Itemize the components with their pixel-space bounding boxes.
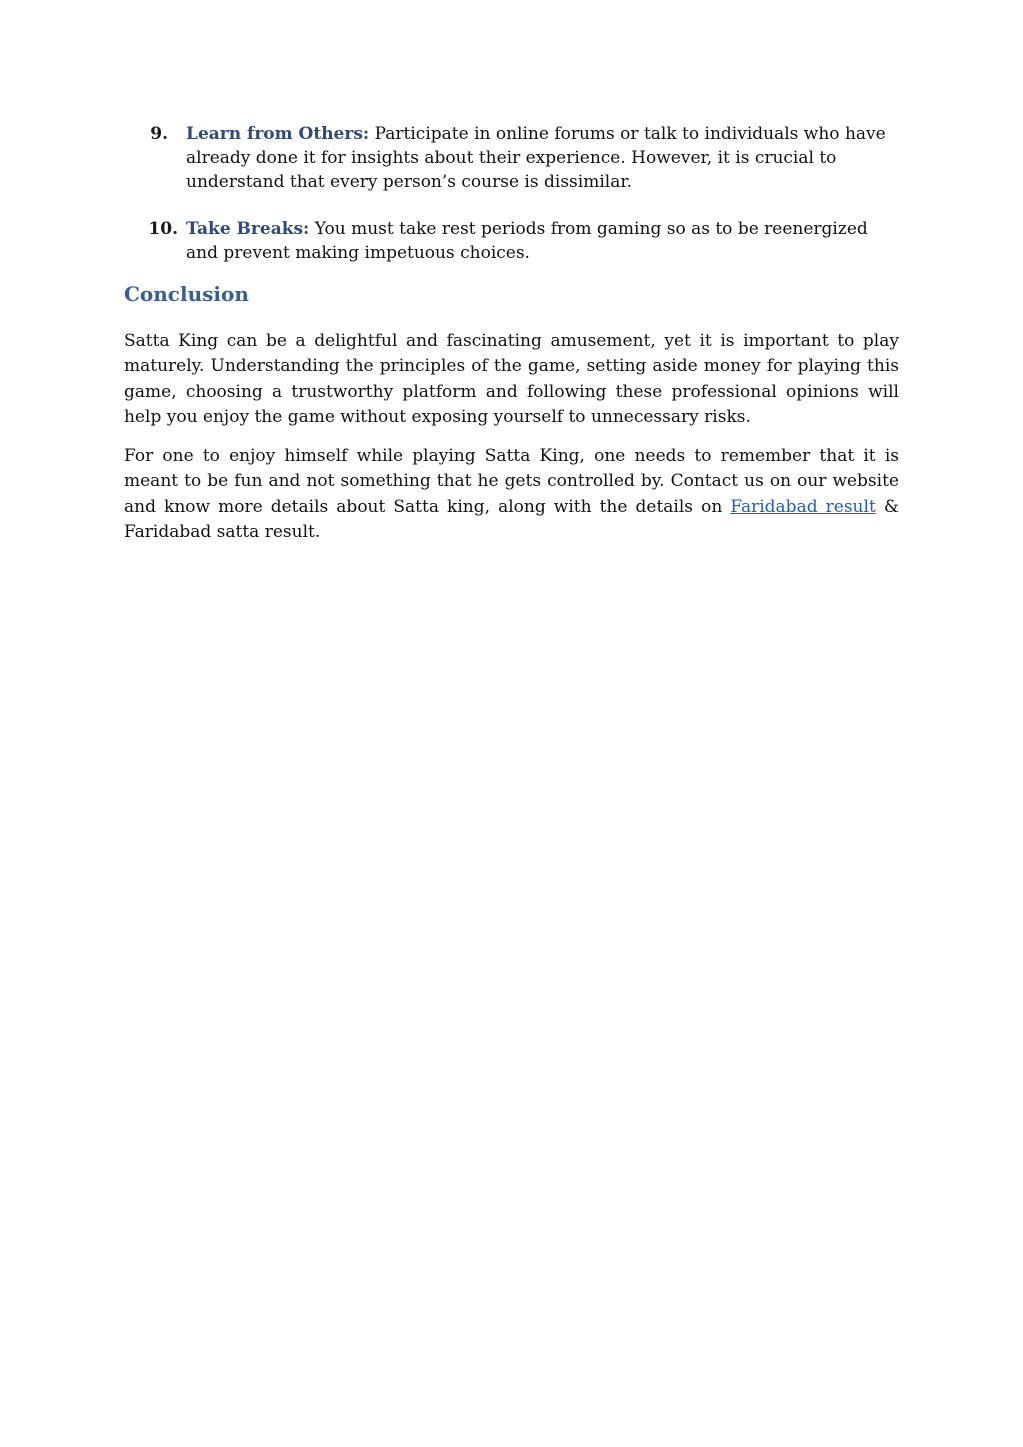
paragraph-text: & Faridabad satta result. [124,496,899,543]
list-item [124,122,900,194]
conclusion-paragraph-2 [124,444,899,546]
tips-list [124,122,900,265]
conclusion-heading: Conclusion [124,282,249,306]
list-item-heading: Learn from Others: [186,124,370,144]
list-item-text: You must take rest periods from gaming so as to be reenergized and prevent making impetuous choices. [186,219,868,263]
list-item-number: 10. [148,219,178,239]
paragraph-text: For one to enjoy himself while playing Satta King, one needs to remember that it is meant to be fun and not something that he gets controlled by. Contact us on our website and know more details about Satta king, along with the details on [124,446,899,517]
list-item-heading: Take Breaks: [186,219,310,239]
list-item-number: 9. [150,124,168,144]
list-item-text: Participate in online forums or talk to individuals who have already done it for insights about their experience. However, it is crucial to understand that every person’s course is dissimilar. [186,124,886,192]
faridabad-result-link[interactable]: Faridabad result [730,496,876,517]
conclusion-paragraph-1: Satta King can be a delightful and fascinating amusement, yet it is important to play maturely. Understanding the principles of the game, setting aside money for playing this game, choosing a trustworthy platform and following these professional opinions will help you enjoy the game without exposing yourself to unnecessary risks. [124,331,899,428]
list-item [124,217,900,265]
